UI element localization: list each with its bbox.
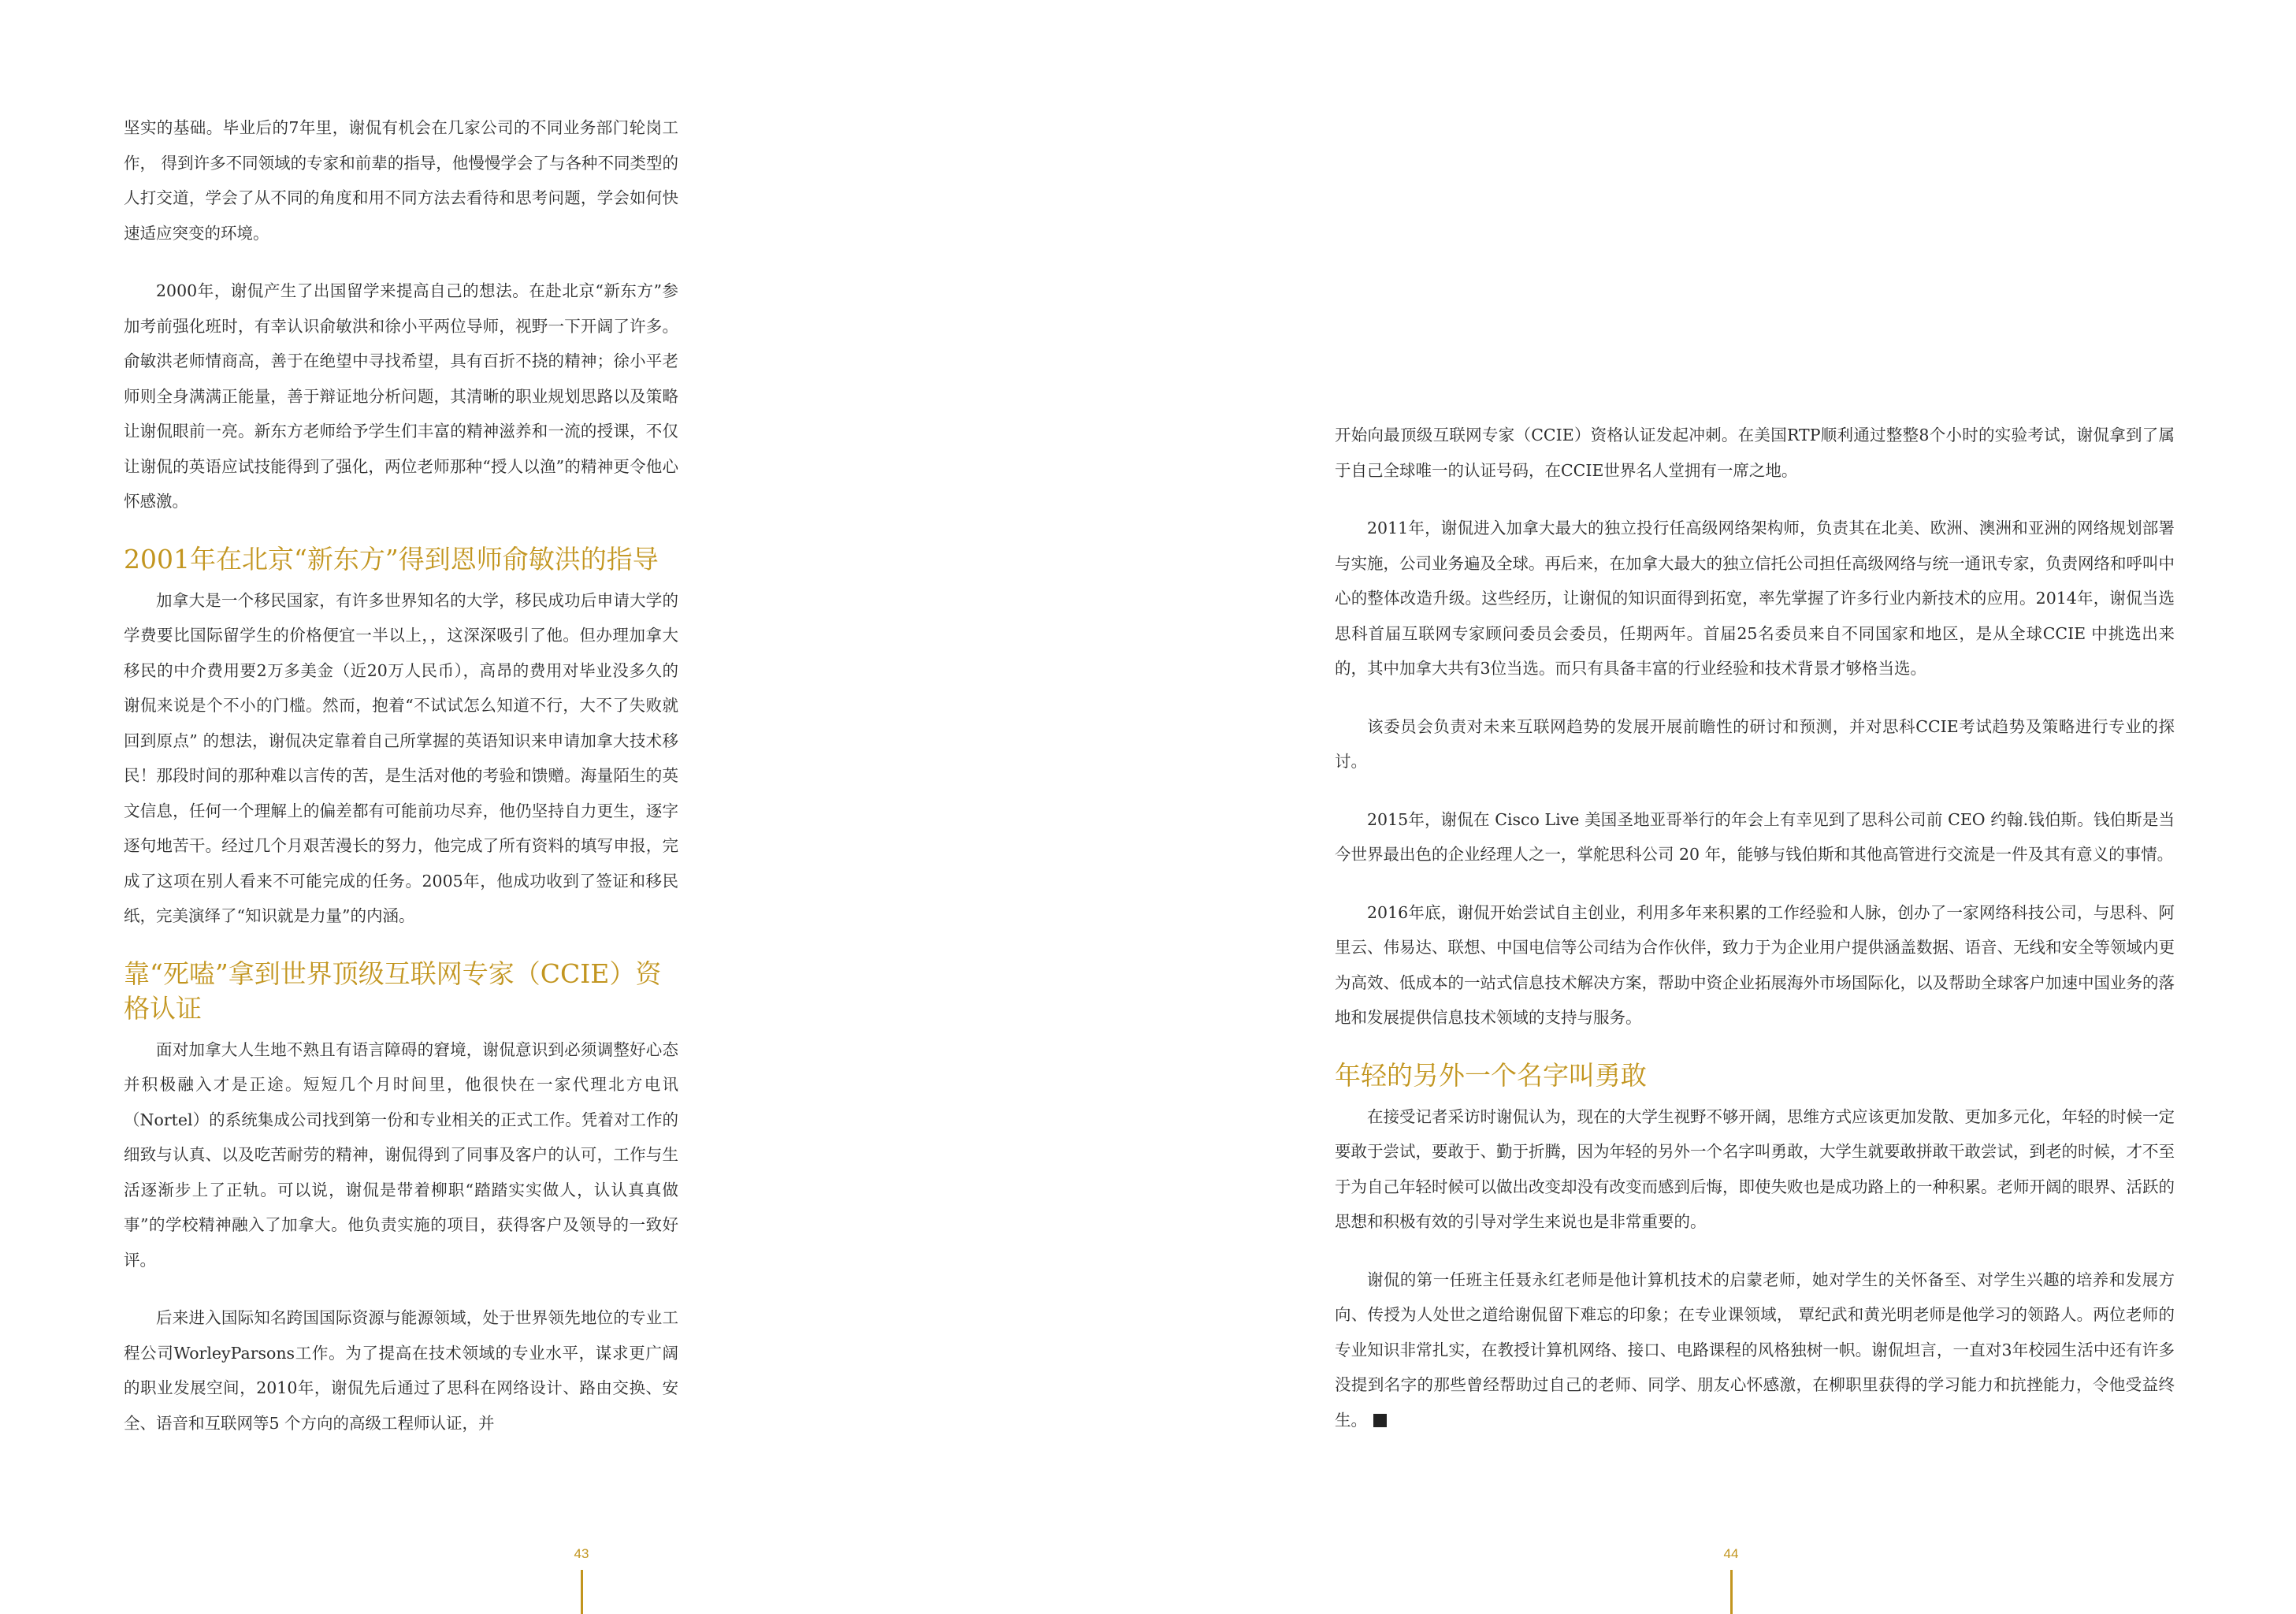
body-paragraph: 2000年，谢侃产生了出国留学来提高自己的想法。在赴北京“新东方”参加考前强化班时，有幸认识俞敏洪和徐小平两位导师，视野一下开阔了许多。俞敏洪老师情商高，善于在绝望中寻找希望，具有百折不挠的精神；徐小平老师则全身满满正能量，善于辩证地分析问题，其清晰的职业规划思路以及策略让谢侃眼前一亮。新东方老师给予学生们丰富的精神滋养和一流的授课，不仅让谢侃的英语应试技能得到了强化，两位老师那种“授人以渔”的精神更令他心怀感激。 [124, 281, 678, 511]
section-heading: 2001年在北京“新东方”得到恩师俞敏洪的指导 [124, 543, 659, 575]
body-paragraph: 2016年底，谢侃开始尝试自主创业，利用多年来积累的工作经验和人脉，创办了一家网络科技公司，与思科、阿里云、伟易达、联想、中国电信等公司结为合作伙伴，致力于为企业用户提供涵盖数据、语音、无线和安全等领域内更为高效、低成本的一站式信息技术解决方案，帮助中资企业拓展海外市场国际化，以及帮助全球客户加速中国业务的落地和发展提供信息技术领域的支持与服务。 [1335, 902, 2175, 1027]
body-paragraph: 该委员会负责对未来互联网趋势的发展开展前瞻性的研讨和预测，并对思科CCIE考试趋势及策略进行专业的探讨。 [1335, 716, 2175, 771]
body-paragraph: 2015年，谢侃在 Cisco Live 美国圣地亚哥举行的年会上有幸见到了思科公司前 CEO 约翰.钱伯斯。钱伯斯是当今世界最出色的企业经理人之一，掌舵思科公司 20 年，能够与钱伯斯和其他高管进行交流是一件及其有意义的事情。 [1335, 809, 2175, 864]
body-paragraph [1335, 1263, 2175, 1438]
left-text-column [124, 110, 678, 1463]
page-number-rule-left [581, 1570, 583, 1614]
section-heading: 靠“死嗑”拿到世界顶级互联网专家（CCIE）资格认证 [124, 958, 662, 1024]
page-number-rule-right [1730, 1570, 1733, 1614]
left-page [124, 0, 678, 1614]
right-text-column [1335, 418, 2175, 1460]
paragraph-text: 谢侃的第一任班主任聂永红老师是他计算机技术的启蒙老师，她对学生的关怀备至、对学生兴趣的培养和发展方向、传授为人处世之道给谢侃留下难忘的印象；在专业课领域， 覃纪武和黄光明老师是他学习的领路人。两位老师的专业知识非常扎实，在教授计算机网络、接口、电路课程的风格独树一帜。谢侃坦言，一直对3年校园生活中还有许多没提到名字的那些曾经帮助过自己的老师、同学、朋友心怀感激，在柳职里获得的学习能力和抗挫能力，令他受益终生。 [1335, 1270, 2175, 1430]
page-number-right: 44 [1723, 1546, 1739, 1561]
end-mark-icon [1373, 1414, 1387, 1427]
body-paragraph: 坚实的基础。毕业后的7年里，谢侃有机会在几家公司的不同业务部门轮岗工作， 得到许多不同领域的专家和前辈的指导，他慢慢学会了与各种不同类型的人打交道，学会了从不同的角度和用不同方法去看待和思考问题，学会如何快速适应突变的环境。 [124, 118, 678, 243]
body-paragraph: 2011年，谢侃进入加拿大最大的独立投行任高级网络架构师，负责其在北美、欧洲、澳洲和亚洲的网络规划部署与实施，公司业务遍及全球。再后来，在加拿大最大的独立信托公司担任高级网络与统一通讯专家，负责网络和呼叫中心的整体改造升级。这些经历，让谢侃的知识面得到拓宽，率先掌握了许多行业内新技术的应用。2014年，谢侃当选思科首届互联网专家顾问委员会委员，任期两年。首届25名委员来自不同国家和地区，是从全球CCIE 中挑选出来的，其中加拿大共有3位当选。而只有具备丰富的行业经验和技术背景才够格当选。 [1335, 519, 2175, 678]
body-paragraph: 面对加拿大人生地不熟且有语言障碍的窘境，谢侃意识到必须调整好心态并积极融入才是正途。短短几个月时间里，他很快在一家代理北方电讯（Nortel）的系统集成公司找到第一份和专业相关的正式工作。凭着对工作的细致与认真、以及吃苦耐劳的精神，谢侃得到了同事及客户的认可，工作与生活逐渐步上了正轨。可以说，谢侃是带着柳职“踏踏实实做人，认认真真做事”的学校精神融入了加拿大。他负责实施的项目，获得客户及领导的一致好评。 [124, 1039, 678, 1270]
body-paragraph: 在接受记者采访时谢侃认为，现在的大学生视野不够开阔，思维方式应该更加发散、更加多元化，年轻的时候一定要敢于尝试，要敢于、勤于折腾，因为年轻的另外一个名字叫勇敢，大学生就要敢拼敢干敢尝试，到老的时候，才不至于为自己年轻时候可以做出改变却没有改变而感到后悔，即使失败也是成功路上的一种积累。老师开阔的眼界、活跃的思想和积极有效的引导对学生来说也是非常重要的。 [1335, 1106, 2175, 1231]
body-paragraph: 后来进入国际知名跨国国际资源与能源领域，处于世界领先地位的专业工程公司WorleyParsons工作。为了提高在技术领域的专业水平，谋求更广阔的职业发展空间，2010年，谢侃先后通过了思科在网络设计、路由交换、安全、语音和互联网等5 个方向的高级工程师认证，并 [124, 1308, 678, 1433]
section-heading: 年轻的另外一个名字叫勇敢 [1335, 1059, 1647, 1091]
body-paragraph: 加拿大是一个移民国家，有许多世界知名的大学，移民成功后申请大学的学费要比国际留学生的价格便宜一半以上，，这深深吸引了他。但办理加拿大移民的中介费用要2万多美金（近20万人民币），高昂的费用对毕业没多久的谢侃来说是个不小的门槛。然而，抱着“不试试怎么知道不行，大不了失败就回到原点” 的想法，谢侃决定靠着自己所掌握的英语知识来申请加拿大技术移民！那段时间的那种难以言传的苦，是生活对他的考验和馈赠。海量陌生的英文信息，任何一个理解上的偏差都有可能前功尽弃，他仍坚持自力更生，逐字逐句地苦干。经过几个月艰苦漫长的努力，他完成了所有资料的填写申报，完成了这项在别人看来不可能完成的任务。2005年，他成功收到了签证和移民纸，完美演绎了“知识就是力量”的内涵。 [124, 590, 678, 925]
right-page [1335, 0, 2175, 1614]
body-paragraph: 开始向最顶级互联网专家（CCIE）资格认证发起冲刺。在美国RTP顺利通过整整8个小时的实验考试，谢侃拿到了属于自己全球唯一的认证号码，在CCIE世界名人堂拥有一席之地。 [1335, 426, 2175, 480]
page-number-left: 43 [574, 1546, 589, 1561]
